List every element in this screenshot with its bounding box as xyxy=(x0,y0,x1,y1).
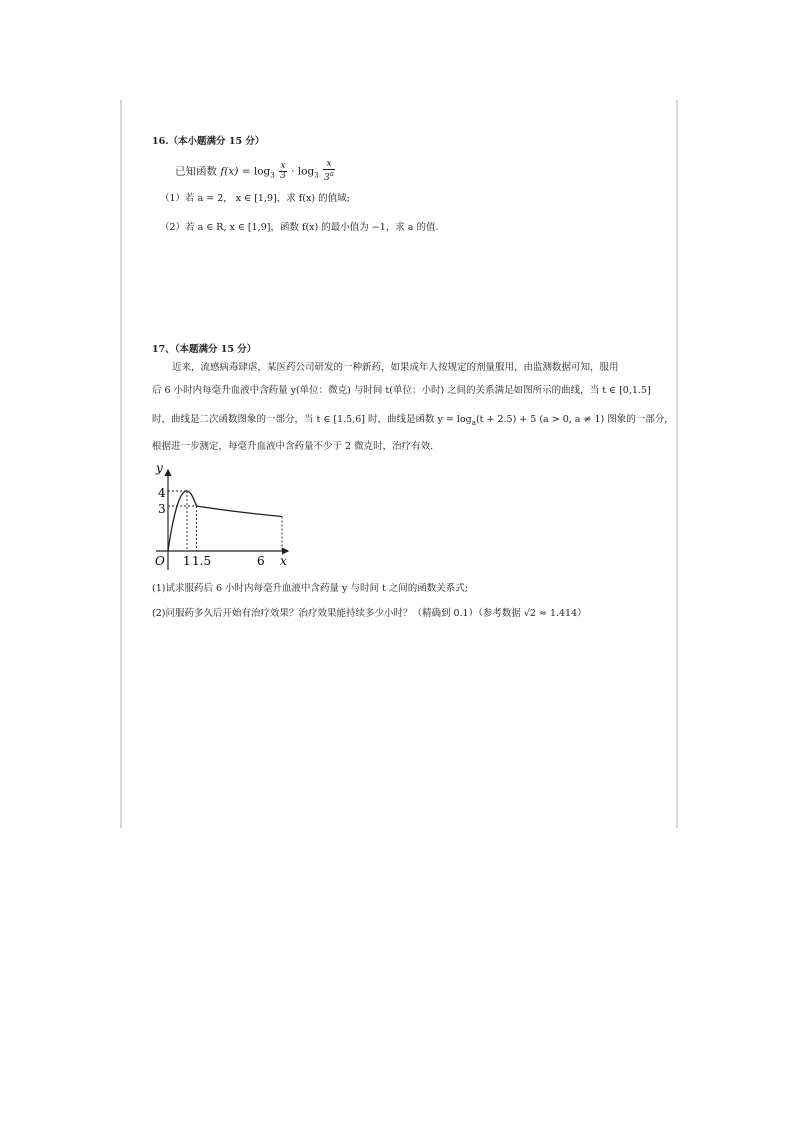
q17-graph xyxy=(150,462,300,577)
q17-part2: (2)问服药多久后开始有治疗效果？治疗效果能持续多少小时？（精确到 0.1）（参考数据 √2 ≈ 1.414） xyxy=(152,608,587,619)
q16-fraction-2 xyxy=(323,160,335,183)
q17-paragraph-line1: 近来，流感病毒肆虐，某医药公司研发的一种新药，如果成年人按规定的剂量服用，由监测数据可知，服用 xyxy=(172,362,619,373)
x-tick-1: 1 xyxy=(183,554,191,568)
x-tick-1-5: 1.5 xyxy=(192,554,212,568)
q16-func-name: f(x) xyxy=(220,165,239,178)
page-edge-right xyxy=(676,100,678,828)
q16-intro: 已知函数 xyxy=(175,165,217,178)
q17-paragraph-line4: 根据进一步测定，每毫升血液中含药量不少于 2 微克时，治疗有效. xyxy=(152,441,434,452)
q16-frac1-den: 3 xyxy=(280,171,286,181)
y-axis-label: y xyxy=(156,462,163,475)
y-tick-3: 3 xyxy=(158,502,166,516)
origin-label: O xyxy=(155,554,165,568)
page-edge-left xyxy=(120,100,122,828)
q16-dot-log: · log xyxy=(287,165,315,178)
x-tick-6: 6 xyxy=(257,554,265,568)
q16-frac2-den-exp: a xyxy=(329,170,334,178)
q16-fraction-1 xyxy=(279,162,287,181)
q17-p3-sub: a xyxy=(471,418,476,427)
q16-heading: 16.（本小题满分 15 分） xyxy=(152,136,265,147)
guide-dashes xyxy=(168,491,282,551)
q17-part1: (1)试求服药后 6 小时内每毫升血液中含药量 y 与时间 t 之间的函数关系式; xyxy=(152,583,469,594)
q17-paragraph-line2: 后 6 小时内每毫升血液中含药量 y(单位：微克) 与时间 t(单位：小时) 之间的关系满足如图所示的曲线，当 t ∈ [0,1.5] xyxy=(152,385,651,396)
series-log-curve xyxy=(197,506,283,517)
q16-frac2-num: x xyxy=(323,160,335,170)
x-axis-label: x xyxy=(280,554,287,568)
series-quadratic-curve xyxy=(168,491,197,551)
q17-paragraph-line3 xyxy=(152,413,674,430)
q16-eq-log: = log xyxy=(238,165,271,178)
q16-base2: 3 xyxy=(314,171,319,180)
y-tick-4: 4 xyxy=(158,486,166,500)
q17-p3-text: 时，曲线是二次函数图象的一部分，当 t ∈ [1.5,6] 时，曲线是函数 y = log xyxy=(152,414,472,425)
q16-part2: （2）若 a ∈ R, x ∈ [1,9]，函数 f(x) 的最小值为 −1，求 a 的值. xyxy=(160,222,439,233)
q17-p3-tail: (t + 2.5) + 5 (a > 0, a ≠ 1) 图象的一部分， xyxy=(475,414,674,425)
q16-base1: 3 xyxy=(270,171,275,180)
q16-function-definition xyxy=(175,160,336,183)
q16-frac2-den-base: 3 xyxy=(324,173,330,183)
q16-part1: （1）若 a = 2， x ∈ [1,9]，求 f(x) 的值域; xyxy=(160,193,350,204)
q16-frac1-num: x xyxy=(280,161,286,171)
q16-frac2-den xyxy=(323,170,335,183)
q17-heading: 17、（本题满分 15 分） xyxy=(152,344,257,355)
